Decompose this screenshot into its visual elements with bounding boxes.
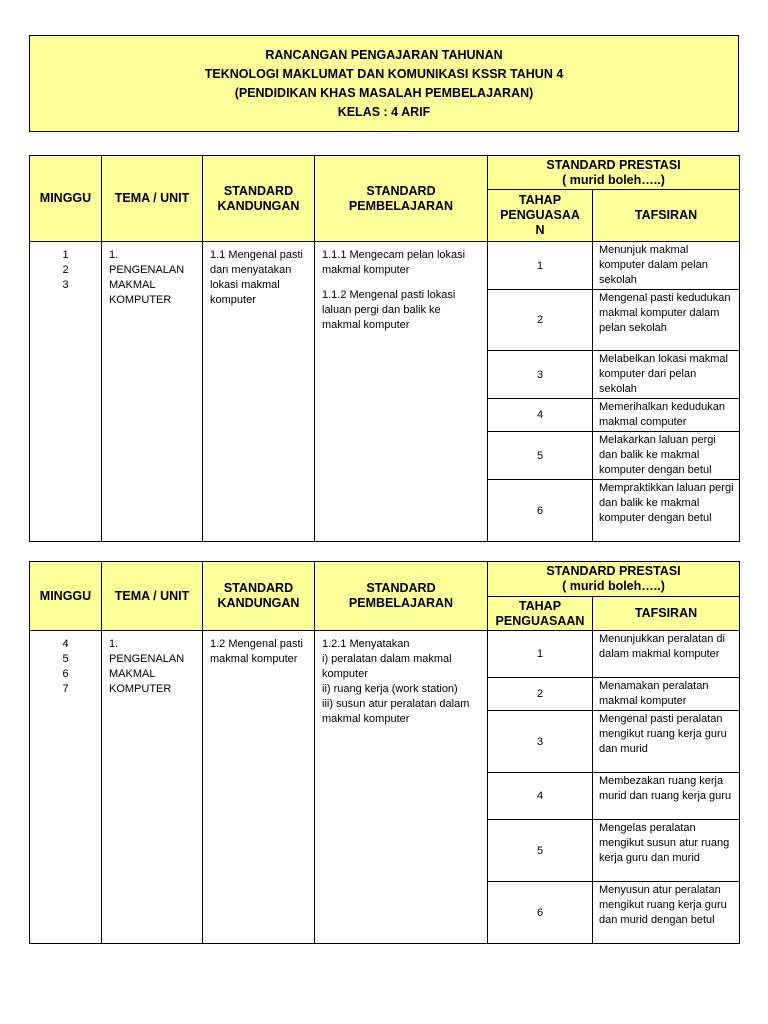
title-line-2: TEKNOLOGI MAKLUMAT DAN KOMUNIKASI KSSR TAHUN 4 [204,66,564,81]
header-standard-kandungan [203,156,315,242]
week-number: 3 [62,279,69,291]
header-sp-line-2: PEMBELAJARAN [348,596,454,610]
document-title-box [29,35,739,132]
header-tafsiran: TAFSIRAN [593,190,740,242]
week-number: 5 [62,653,69,665]
tema-line: 1. [109,638,119,650]
standard-kandungan-cell: 1.2 Mengenal pasti makmal komputer [203,631,315,944]
header-tahap-line-2: PENGUASAAN [495,613,585,628]
tahap-level: 4 [488,399,593,432]
tema-cell [102,631,203,944]
header-standard-prestasi [488,156,740,190]
header-tema-unit: TEMA / UNIT [102,562,203,631]
header-sk-line-2: KANDUNGAN [217,198,300,213]
pembelajaran-item: iii) susun atur peralatan dalam makmal komputer [322,698,470,725]
pembelajaran-item: ii) ruang kerja (work station) [322,683,458,695]
header-sp-line-1: STANDARD [366,183,436,198]
week-number: 2 [62,264,69,276]
tahap-level: 2 [488,290,593,351]
pembelajaran-item: 1.2.1 Menyatakan [322,638,410,650]
tema-cell [102,242,203,542]
title-line-4: KELAS : 4 ARIF [337,104,431,119]
header-tafsiran: TAFSIRAN [593,597,740,631]
tahap-level: 6 [488,480,593,542]
title-line-3: (PENDIDIKAN KHAS MASALAH PEMBELAJARAN) [234,85,534,100]
standard-pembelajaran-cell [315,242,488,542]
weeks-cell [30,631,102,944]
header-prestasi-line-1: STANDARD PRESTASI [546,157,681,172]
tafsiran-text: Membezakan ruang kerja murid dan ruang kerja guru [593,773,740,820]
week-number: 4 [62,638,69,650]
header-tema-unit: TEMA / UNIT [102,156,203,242]
header-prestasi-line-1: STANDARD PRESTASI [546,564,681,578]
tafsiran-text: Menyusun atur peralatan mengikut ruang kerja guru dan murid dengan betul [593,882,740,944]
tahap-level: 3 [488,711,593,773]
tafsiran-text: Menunjukkan peralatan di dalam makmal komputer [593,631,740,678]
tema-line: MAKMAL [109,668,156,680]
header-tahap-line-1: TAHAP [518,598,562,613]
tafsiran-text: Menunjuk makmal komputer dalam pelan sekolah [593,242,740,290]
header-tahap-line-1: TAHAP [518,193,562,207]
header-sk-line-1: STANDARD [223,183,294,198]
weeks-cell [30,242,102,542]
rpt-table-1 [29,155,740,542]
tema-line: MAKMAL [109,279,156,291]
tafsiran-text: Melabelkan lokasi makmal komputer dari pelan sekolah [593,351,740,399]
tahap-level: 6 [488,882,593,944]
header-prestasi-line-2: ( murid boleh…..) [562,172,665,187]
tahap-level: 1 [488,631,593,678]
tema-line: PENGENALAN [109,264,185,276]
rpt-table-2 [29,561,740,944]
header-tahap-penguasaan [488,597,593,631]
tahap-level: 2 [488,678,593,711]
week-number: 1 [62,249,69,261]
header-minggu: MINGGU [30,562,102,631]
tahap-level: 5 [488,432,593,480]
tafsiran-text: Mempraktikkan laluan pergi dan balik ke makmal komputer dengan betul [593,480,740,542]
title-line-1: RANCANGAN PENGAJARAN TAHUNAN [265,47,503,62]
header-sk-line-1: STANDARD [223,581,294,595]
header-tahap-penguasaan [488,190,593,242]
header-standard-prestasi [488,562,740,597]
week-number: 7 [62,683,69,695]
tafsiran-text: Mengenal pasti kedudukan makmal komputer dalam pelan sekolah [593,290,740,351]
standard-pembelajaran-cell [315,631,488,944]
tema-line: KOMPUTER [109,294,172,306]
tafsiran-text: Menamakan peralatan makmal komputer [593,678,740,711]
pembelajaran-item: i) peralatan dalam makmal komputer [322,653,452,680]
tafsiran-text: Melakarkan laluan pergi dan balik ke makmal komputer dengan betul [593,432,740,480]
tema-line: 1. [109,249,119,261]
pembelajaran-item: 1.1.1 Mengecam pelan lokasi makmal komputer [322,249,466,276]
standard-kandungan-cell: 1.1 Mengenal pasti dan menyatakan lokasi makmal komputer [203,242,315,542]
header-standard-kandungan [203,562,315,631]
header-sk-line-2: KANDUNGAN [217,596,300,610]
pembelajaran-item: 1.1.2 Mengenal pasti lokasi laluan pergi dan balik ke makmal komputer [322,289,456,331]
tafsiran-text: Mengenal pasti peralatan mengikut ruang kerja guru dan murid [593,711,740,773]
tahap-level: 3 [488,351,593,399]
tahap-level: 4 [488,773,593,820]
header-tahap-line-2: PENGUASAA [500,208,580,222]
tahap-level: 1 [488,242,593,290]
week-number: 6 [62,668,69,680]
header-prestasi-line-2: ( murid boleh…..) [562,579,665,593]
header-sp-line-2: PEMBELAJARAN [348,198,454,213]
header-standard-pembelajaran [315,562,488,631]
tahap-level: 5 [488,820,593,882]
tema-line: PENGENALAN [109,653,185,665]
tafsiran-text: Memerihalkan kedudukan makmal computer [593,399,740,432]
tafsiran-text: Mengelas peralatan mengikut susun atur ruang kerja guru dan murid [593,820,740,882]
header-tahap-line-3: N [535,223,545,237]
header-standard-pembelajaran [315,156,488,242]
header-minggu: MINGGU [30,156,102,242]
header-sp-line-1: STANDARD [366,581,436,595]
tema-line: KOMPUTER [109,683,172,695]
